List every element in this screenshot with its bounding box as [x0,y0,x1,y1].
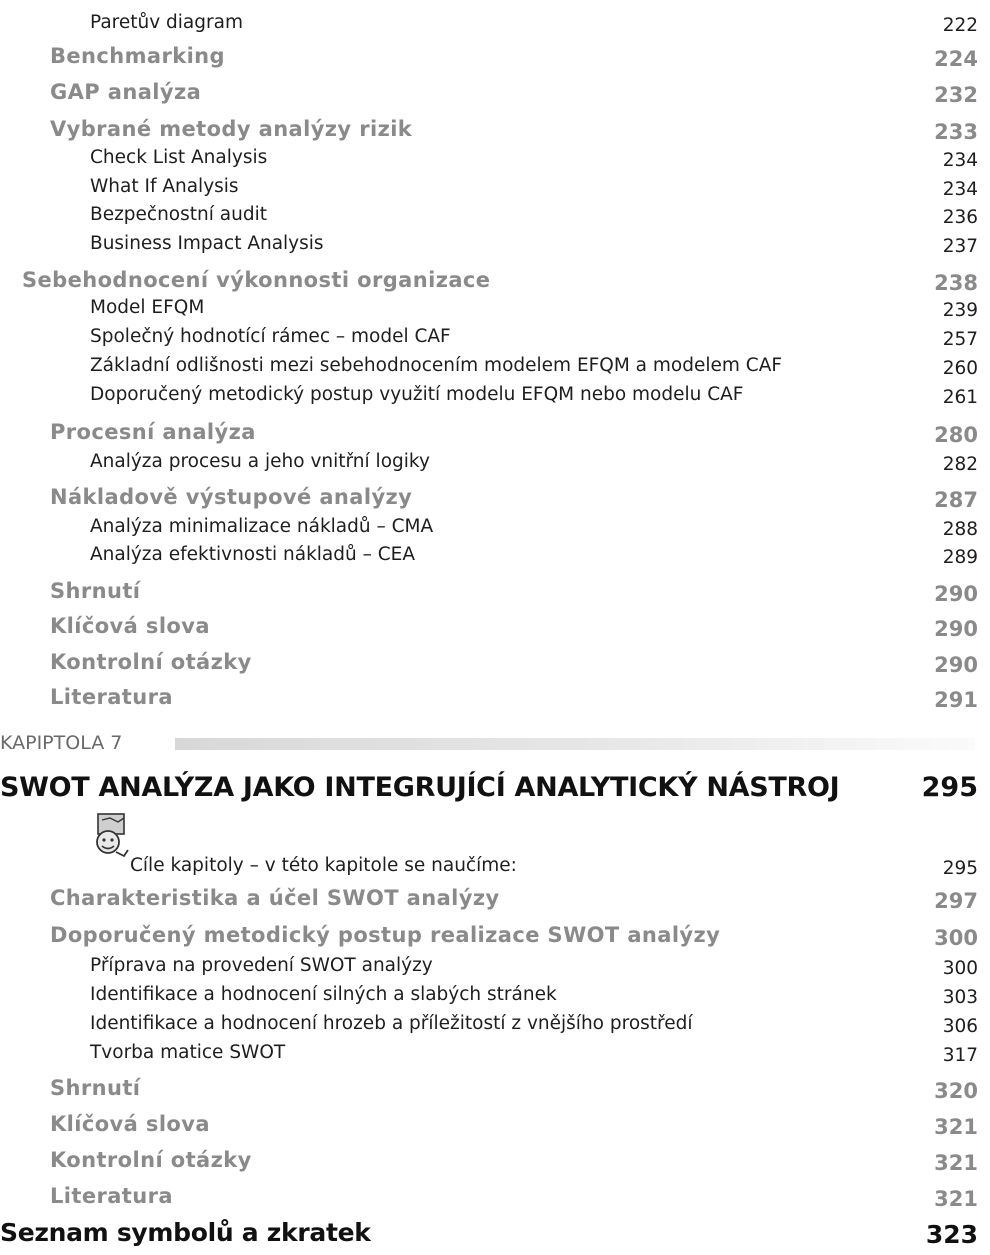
toc-entry[interactable] [0,1148,990,1182]
toc-entry-page: 239 [942,300,978,321]
toc-entry-page: 233 [934,120,978,144]
toc-entry-title: Business Impact Analysis [90,233,324,254]
toc-entry[interactable] [0,117,990,151]
chapter-label-band [175,738,975,750]
toc-entry-page: 257 [942,329,978,350]
toc-entry-title: Cíle kapitoly – v této kapitole se naučíme: [130,855,517,876]
toc-entry-title: Vybrané metody analýzy rizik [50,117,413,141]
toc-entry-page: 261 [942,387,978,408]
toc-entry-page: 236 [942,207,978,228]
toc-entry-title: Literatura [50,685,173,709]
toc-entry-page: 237 [942,236,978,257]
toc-entry-goals[interactable] [0,855,990,889]
toc-entry-page: 300 [934,926,978,950]
toc-entry[interactable] [0,923,990,957]
toc-entry-title: Shrnutí [50,1076,141,1100]
toc-entry-page: 289 [942,547,978,568]
chapter-page: 295 [921,772,978,803]
toc-entry-page: 290 [934,653,978,677]
toc-entry[interactable] [0,420,990,454]
toc-entry-page: 282 [942,454,978,475]
toc-entry-title: Literatura [50,1184,173,1208]
toc-entry-title: Analýza procesu a jeho vnitřní logiky [90,451,430,472]
toc-entry-title: Benchmarking [50,44,225,68]
toc-entry[interactable] [0,233,990,267]
toc-entry-page: 320 [934,1079,978,1103]
toc-entry-title: Check List Analysis [90,147,268,168]
toc-entry-title: Nákladově výstupové analýzy [50,485,413,509]
toc-entry-title: Charakteristika a účel SWOT analýzy [50,886,500,910]
toc-entry-page: 290 [934,617,978,641]
toc-final-entry[interactable] [0,1218,990,1255]
toc-entry-page: 288 [942,519,978,540]
toc-entry[interactable] [0,685,990,719]
toc-entry-title: Shrnutí [50,579,141,603]
toc-entry[interactable] [0,886,990,920]
toc-entry-title: Identifikace a hodnocení hrozeb a příležitostí z vnějšího prostředí [90,1013,693,1034]
toc-entry[interactable] [0,451,990,485]
toc-entry-page: 321 [934,1151,978,1175]
toc-entry-page: 234 [942,150,978,171]
toc-entry-page: 317 [942,1045,978,1066]
toc-entry[interactable] [0,485,990,519]
toc-entry-title: Klíčová slova [50,1112,210,1136]
toc-entry-page: 238 [934,271,978,295]
toc-entry-title: GAP analýza [50,80,202,104]
toc-entry-title: Paretův diagram [90,12,243,33]
toc-entry-title: Analýza minimalizace nákladů – CMA [90,516,434,537]
toc-entry-page: 297 [934,889,978,913]
toc-entry-title: Analýza efektivnosti nákladů – CEA [90,544,416,565]
toc-entry[interactable] [0,579,990,613]
chapter-goals-icon [96,812,130,858]
toc-entry-page: 321 [934,1187,978,1211]
chapter-title: SWOT ANALÝZA JAKO INTEGRUJÍCÍ ANALYTICKÝ NÁSTROJ [0,772,840,803]
toc-entry-title: Společný hodnotící rámec – model CAF [90,326,451,347]
toc-entry-title: Příprava na provedení SWOT analýzy [90,955,433,976]
toc-entry-page: 280 [934,423,978,447]
toc-entry-page: 295 [942,858,978,879]
toc-entry-title: Identifikace a hodnocení silných a slabých stránek [90,984,557,1005]
chapter-heading[interactable] [0,772,990,812]
toc-entry[interactable] [0,384,990,418]
toc-entry-title: Sebehodnocení výkonnosti organizace [22,268,491,292]
toc-entry-page: 260 [942,358,978,379]
toc-entry[interactable] [0,12,990,46]
toc-entry-page: 306 [942,1016,978,1037]
toc-entry-page: 291 [934,688,978,712]
toc-entry-title: Model EFQM [90,297,205,318]
toc-entry[interactable] [0,1184,990,1218]
toc-entry[interactable] [0,650,990,684]
toc-entry[interactable] [0,1042,990,1076]
toc-entry-page: 234 [942,179,978,200]
toc-entry-page: 300 [942,958,978,979]
toc-entry[interactable] [0,80,990,114]
toc-entry-title: Kontrolní otázky [50,1148,252,1172]
toc-entry-page: 290 [934,582,978,606]
toc-entry[interactable] [0,614,990,648]
toc-entry-title: Tvorba matice SWOT [90,1042,286,1063]
toc-entry-title: Doporučený metodický postup využití modelu EFQM nebo modelu CAF [90,384,744,405]
toc-entry-title: Doporučený metodický postup realizace SWOT analýzy [50,923,721,947]
toc-entry-page: 232 [934,83,978,107]
toc-entry-title: Procesní analýza [50,420,256,444]
toc-entry[interactable] [0,1076,990,1110]
toc-entry-title: Základní odlišnosti mezi sebehodnocením modelem EFQM a modelem CAF [90,355,782,376]
toc-entry-page: 303 [942,987,978,1008]
toc-entry-title: Seznam symbolů a zkratek [0,1218,371,1247]
chapter-label-text: KAPIPTOLA 7 [0,732,123,754]
chapter-label [0,730,990,760]
toc-entry-title: What If Analysis [90,176,239,197]
toc-entry[interactable] [0,544,990,578]
toc-entry-title: Klíčová slova [50,614,210,638]
toc-entry-page: 321 [934,1115,978,1139]
toc-entry-title: Kontrolní otázky [50,650,252,674]
toc-entry[interactable] [0,44,990,78]
toc-entry[interactable] [0,1112,990,1146]
toc-entry-page: 224 [934,47,978,71]
toc-entry-page: 287 [934,488,978,512]
toc-entry-page: 222 [942,15,978,36]
toc-entry-title: Bezpečnostní audit [90,204,267,225]
toc-entry-page: 323 [925,1220,978,1249]
